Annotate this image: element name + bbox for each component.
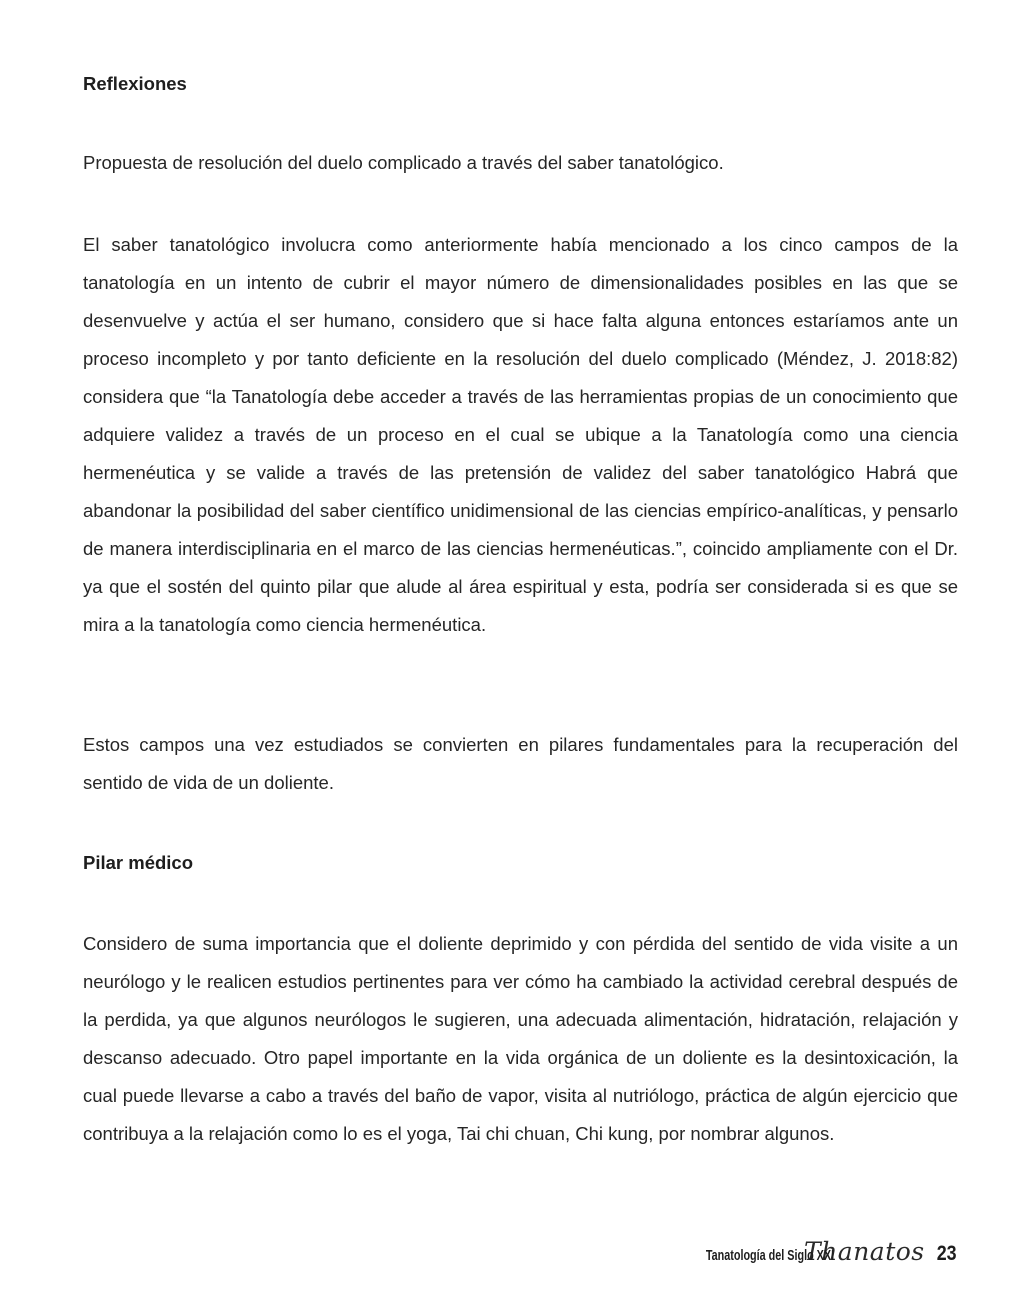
page-footer [656,1237,958,1273]
page-number: 23 [936,1242,957,1265]
paragraph-pilar-medico: Considero de suma importancia que el doliente deprimido y con pérdida del sentido de vida visite a un neurólogo y le realicen estudios pertinentes para ver cómo ha cambiado la actividad cerebral después de la perdida, ya que algunos neurólogos le sugieren, una adecuada alimentación, hidratación, relajación y descanso adecuado. Otro papel importante en la vida orgánica de un doliente es la desintoxicación, la cual puede llevarse a cabo a través del baño de vapor, visita al nutriólogo, práctica de algún ejercicio que contribuya a la relajación como lo es el yoga, Tai chi chuan, Chi kung, por nombrar algunos. [83,933,958,1144]
paragraph-pilares: Estos campos una vez estudiados se convierten en pilares fundamentales para la recuperación del sentido de vida de un doliente. [83,734,958,793]
proposal-line: Propuesta de resolución del duelo complicado a través del saber tanatológico. [83,152,724,173]
footer-series-title: Tanatología del Siglo XXI [705,1247,835,1264]
paragraph-saber-tanatologico: El saber tanatológico involucra como anteriormente había mencionado a los cinco campos de la tanatología en un intento de cubrir el mayor número de dimensionalidades posibles en las que se desenvuelve y actúa el ser humano, considero que si hace falta alguna entonces estaríamos ante un proceso incompleto y por tanto deficiente en la resolución del duelo complicado (Méndez, J. 2018:82) considera que “la Tanatología debe acceder a través de las herramientas propias de un conocimiento que adquiere validez a través de un proceso en el cual se ubique a la Tanatología como una ciencia hermenéutica y se valide a través de las pretensión de validez del saber tanatológico Habrá que abandonar la posibilidad del saber científico unidimensional de las ciencias empírico-analíticas, y pensarlo de manera interdisciplinaria en el marco de las ciencias hermenéuticas.”, coincido ampliamente con el Dr. ya que el sostén del quinto pilar que alude al área espiritual y esta, podría ser considerada si es que se mira a la tanatología como ciencia hermenéutica. [83,234,958,635]
footer-brand-logo: Thanatos [804,1237,925,1266]
section-heading-reflexiones: Reflexiones [83,73,187,94]
section-heading-pilar-medico: Pilar médico [83,852,194,873]
